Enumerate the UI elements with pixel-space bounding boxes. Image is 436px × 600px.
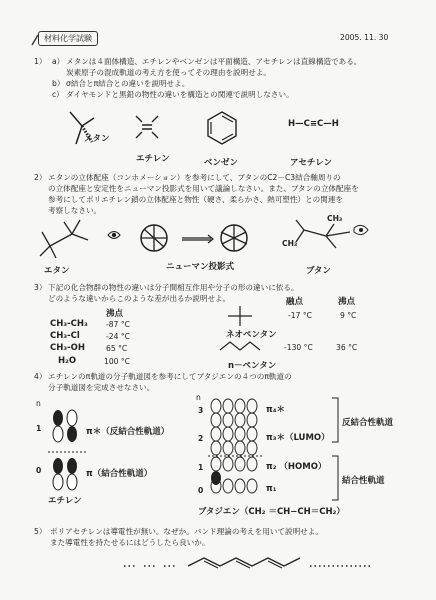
orbital-brackets: [330, 396, 342, 504]
newman-label: ニューマン投影式: [166, 262, 235, 272]
neopentane-mp: -17 °C: [288, 311, 312, 320]
q2-number: 2）: [34, 173, 47, 182]
ethylene-label: エチレン: [136, 154, 170, 164]
q3-number: 3）: [34, 283, 47, 292]
butadiene-n-label: n: [196, 393, 201, 402]
ethylene-structure: [128, 108, 168, 144]
q2-text-4: 考察しなさい。: [48, 206, 102, 215]
acetylene-structure: H—C≡C—H: [288, 119, 339, 129]
q2-text-2: の立体配座と安定性をニューマン投影式を用いて議論しなさい。また、ブタンの立体配座を: [48, 184, 359, 193]
level-label: π₁: [266, 484, 277, 494]
q1-a-label: a）: [52, 57, 65, 66]
npentane-structure: [218, 338, 268, 354]
compound-name: H₂O: [58, 356, 77, 366]
ethylene-n0: 0: [36, 466, 42, 475]
butane-ch3-top: CH₃: [327, 214, 343, 223]
level-label: π₂ （HOMO）: [266, 462, 327, 472]
q1-c-label: c）: [52, 90, 64, 99]
q1-a-text-2: 炭素原子の混成軌道の考え方を使ってその理由を説明せよ。: [66, 68, 272, 77]
pi-label: π（結合性軌道）: [86, 469, 153, 479]
polyacetylene-chain: [120, 552, 380, 576]
butane-label: ブタン: [306, 266, 331, 276]
q3-text-2: どのような違いからこのような差が出るか説明せよ。: [48, 294, 231, 303]
compound-bp: -87 °C: [106, 320, 130, 329]
q1-b-label: b）: [52, 79, 65, 88]
ethane-label: エタン: [44, 266, 70, 276]
methane-structure: [62, 104, 102, 154]
acetylene-label: アセチレン: [290, 158, 333, 168]
q5-text-1: ポリアセチレンは導電性が無い。なぜか。バンド理論の考えを用いて説明せよ。: [50, 527, 323, 536]
ethylene-mo-label: エチレン: [48, 496, 82, 506]
ethane-structure: [36, 216, 106, 262]
q5-number: 5）: [34, 527, 47, 536]
compound-bp: 100 °C: [104, 357, 131, 366]
ethylene-n-label: n: [36, 399, 41, 408]
level-n: 2: [198, 434, 204, 443]
q5-text-2: また導電性を持たせるにはどうしたら良いか。: [50, 538, 210, 547]
neopentane-bp: 9 °C: [340, 311, 357, 320]
level-n: 3: [198, 406, 204, 415]
q4-text-1: エチレンのπ軌道の分子軌道図を参考にしてブタジエンの４つのπ軌道の: [48, 372, 292, 381]
benzene-structure: [196, 104, 248, 154]
methane-label: メタン: [84, 134, 110, 144]
q3-text-1: 下記の化合物群の物性の違いは分子間相互作用や分子の形の違いに依る。: [48, 283, 299, 292]
q1-number: 1）: [34, 57, 47, 66]
level-label: π₄＊: [266, 405, 285, 415]
q2-text-1: エタンの立体配座（コンホメーション）を参考にして、ブタンのC2－C3結合軸周りの: [48, 173, 341, 182]
bp-header-2: 沸点: [338, 297, 356, 307]
q1-a-text-1: メタンは４面体構造、エチレンやベンゼンは平面構造、アセチレンは直線構造である。: [66, 57, 362, 66]
butane-structure: [290, 216, 370, 262]
antibonding-label: 反結合性軌道: [342, 418, 394, 428]
q1-b-text: σ結合とπ結合との違いを説明せよ。: [66, 79, 190, 88]
benzene-label: ベンゼン: [204, 158, 239, 168]
q2-text-3: 参考にしてポリエチレン鎖の立体配座と物性（硬さ、柔らかさ、熱可塑性）との関連を: [48, 195, 344, 204]
pencil-icon: [30, 33, 40, 47]
q1-c-text: ダイヤモンドと黒鉛の物性の違いを構造との関連で説明しなさい。: [66, 90, 294, 99]
q4-number: 4）: [34, 372, 47, 381]
compound-name: CH₃-CH₃: [50, 319, 88, 329]
npentane-bp: 36 °C: [336, 343, 358, 352]
compound-name: CH₃-Cl: [50, 331, 80, 341]
compound-bp: -24 °C: [106, 332, 130, 341]
ethylene-n1: 1: [36, 424, 42, 433]
compound-bp: 65 °C: [106, 344, 128, 353]
neopentane-structure: [222, 302, 258, 328]
pi-star-label: π＊（反結合性軌道）: [86, 427, 170, 437]
q4-text-2: 分子軌道図を完成させなさい。: [48, 383, 155, 392]
butane-ch3-left: CH₃: [282, 239, 298, 248]
level-n: 1: [198, 463, 204, 472]
mp-header: 融点: [286, 297, 304, 307]
bonding-label: 結合性軌道: [342, 476, 385, 486]
eye-icon: [106, 228, 122, 242]
neopentane-label: ネオペンタン: [226, 330, 277, 340]
butadiene-pi-orbitals: [208, 394, 268, 502]
exam-date: 2005. 11. 30: [340, 33, 389, 42]
butadiene-label: ブタジエン（CH₂ ＝CH−CH＝CH₂）: [198, 507, 345, 517]
npentane-mp: -130 °C: [284, 343, 313, 352]
compound-name: CH₃-OH: [50, 343, 85, 353]
level-n: 0: [198, 486, 204, 495]
exam-title: 材料化学試験: [38, 31, 98, 46]
npentane-label: n－ペンタン: [228, 361, 277, 371]
bp-header: 沸点: [106, 309, 124, 319]
ethylene-pi-orbitals: [48, 408, 88, 504]
level-label: π₃＊（LUMO）: [266, 433, 330, 443]
newman-projections: [136, 218, 256, 258]
